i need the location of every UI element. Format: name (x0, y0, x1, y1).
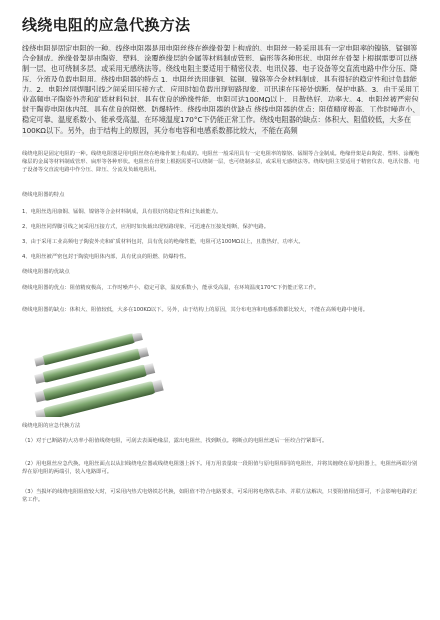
method-item-3: （3）当损坏的线绕电阻阻值较大时，可采用内热式电烙铁芯代换，如阻值不符合电路要求，可采用将电烙铁芯串、并联方法解决，只要阻值相近即可，不会影响电路的正常工作。 (22, 489, 418, 504)
feature-item-4: 4、电阻丝被严密包封于陶瓷电阻体内部，具有优良的阻燃、防爆特性。 (22, 254, 190, 260)
method-item-1: （1）对于已断路的大功率小阻值线绕电阻，可刮去表面绝缘层，露出电阻丝，找到断点。将断点的电阻丝逐后一匝绞合拧紧即可。 (22, 438, 328, 444)
features-heading: 绕线电阻器的特点 (22, 192, 65, 198)
pros-text: 绕线电阻器的优点：阻值精度极高，工作时噪声小、稳定可靠，温度系数小，能承受高温，在环境温度170°C下仍能正常工作。 (22, 285, 320, 291)
cons-text: 绕线电阻器的缺点：体积大、阻值较低，大多在100KΩ以下。另外，由于结构上的原因，其分布电容和电感系数都比较大，不能在高频电路中使用。 (22, 307, 369, 313)
methods-heading: 线绕电阻的应急代换方法 (22, 423, 81, 429)
repeat-paragraph: 线绕电阻是固定电阻的一种。线绕电阻器是用电阻丝绕在绝缘骨架上构成的。电阻丝一般采用具有一定电阻率的镍铬、锰铜等合金制成。绝缘骨架是由陶瓷、塑料、涂覆绝缘层的金属等材料制成管形、扁形等各种形状。电阻丝在骨架上根据需要可以绕制一层，也可绕制多层，或采用无感绕法等。绕线电阻主要适用于精密仪表、电讯仪器、电子设备等交直流电路中作分压、降压、分流及负载电阻用。 (22, 151, 420, 174)
feature-item-2: 2、电阻丝同焊脚引线之间采用压接方式，应用时如负载出现短路现象，可迅速在压接处熔断，保护电路。 (22, 224, 270, 230)
intro-paragraph (22, 44, 420, 136)
feature-item-1: 1、电阻丝选用康铜、锰铜、镍铬等合金材料制成，具有很好的稳定性和过负载能力。 (22, 209, 222, 215)
resistor-photo (22, 333, 172, 417)
method-item-2: （2）用电阻丝应急代换。电阻丝面点以从旧线绕电位器或线绕电阻器上拆下。用万用表量取一段阻值与原电阻相同的电阻丝，并将其缠绕在原电阻器上，电阻丝两端分别焊在原电阻的两端引，装入电路即可。 (22, 461, 418, 476)
intro-text: 线绕电阻是固定电阻的一种。线绕电阻器是用电阻丝绕在绝缘骨架上构成的。电阻丝一般采用具有一定电阻率的镍铬、锰铜等合金制成。绝缘骨架是由陶瓷、塑料、涂覆绝缘层的金属等材料制成管形、扁形等各种形状。电阻丝在骨架上根据需要可以绕制一层，也可绕制多层，或采用无感绕法等。绕线电阻主要适用于精密仪表、电讯仪器、电子设备等交直流电路中作分压、降压、分流及负载电阻用。绕线电阻器的特点 1、电阻丝选用康铜、锰铜、镍铬等合金材料制成，具有很好的稳定性和过负载能力。2、电阻丝同焊脚引线之间采用压接方式，应用时如负载出现短路现象，可迅速在压接处熔断，保护电路。3、由于采用工业高频电子陶瓷外壳和矿质材料包封，具有优良的绝缘性能，电阻可达100MΩ以上，且散热好，功率大。4、电阻丝被严密包封于陶瓷电阻体内部，具有优良的阻燃、防爆特性。绕线电阻器的优缺点 绕线电阻器的优点：阻值精度极高，工作时噪声小、稳定可靠，温度系数小，能承受高温，在环境温度170°C下仍能正常工作。绕线电阻器的缺点：体积大、阻值较低，大多在100KΩ以下。另外，由于结构上的原因，其分布电容和电感系数都比较大，不能在高频 (22, 41, 420, 137)
feature-item-3: 3、由于采用工业高频电子陶瓷外壳和矿质材料包封，具有优良的绝缘性能，电阻可达100MΩ以上，且散热好，功率大。 (22, 239, 304, 245)
proscons-heading: 绕线电阻器的优缺点 (22, 269, 70, 275)
page-title: 线绕电阻的应急代换方法 (22, 16, 191, 34)
